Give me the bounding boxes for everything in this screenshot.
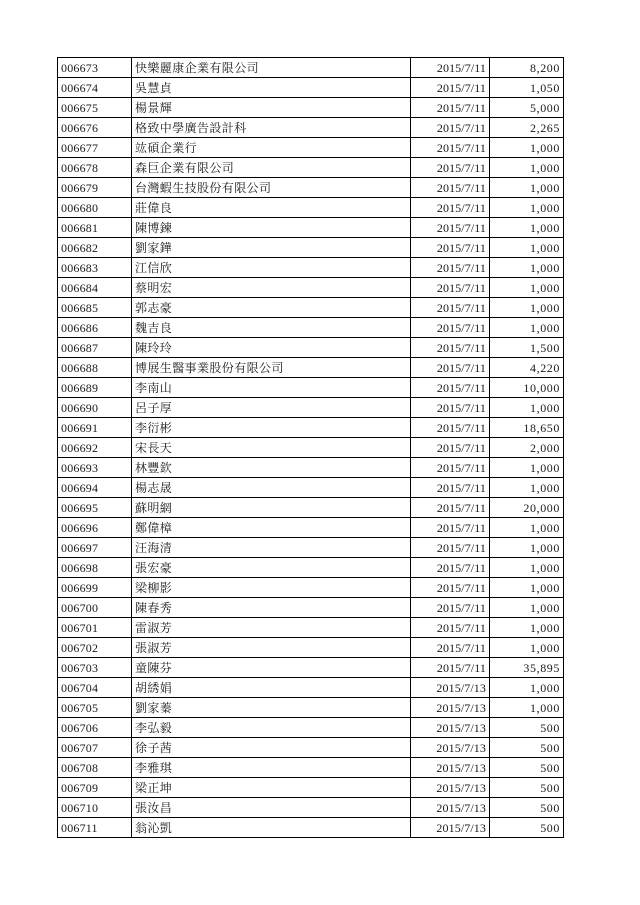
cell-date: 2015/7/11 bbox=[411, 238, 490, 258]
table-row bbox=[58, 398, 564, 418]
cell-donor-name: 汪海清 bbox=[132, 538, 411, 558]
cell-amount: 1,000 bbox=[490, 258, 564, 278]
cell-amount: 1,000 bbox=[490, 198, 564, 218]
cell-receipt-id: 006710 bbox=[58, 798, 132, 818]
cell-amount: 1,000 bbox=[490, 638, 564, 658]
table-row bbox=[58, 418, 564, 438]
table-row bbox=[58, 778, 564, 798]
cell-amount: 500 bbox=[490, 818, 564, 838]
table-row bbox=[58, 498, 564, 518]
cell-amount: 500 bbox=[490, 778, 564, 798]
cell-donor-name: 劉家鏵 bbox=[132, 238, 411, 258]
cell-amount: 500 bbox=[490, 738, 564, 758]
cell-donor-name: 陳博鍊 bbox=[132, 218, 411, 238]
donation-ledger-table bbox=[57, 57, 564, 838]
cell-amount: 1,000 bbox=[490, 278, 564, 298]
table-row bbox=[58, 338, 564, 358]
cell-date: 2015/7/13 bbox=[411, 798, 490, 818]
cell-donor-name: 李雅琪 bbox=[132, 758, 411, 778]
cell-date: 2015/7/11 bbox=[411, 338, 490, 358]
cell-receipt-id: 006709 bbox=[58, 778, 132, 798]
cell-date: 2015/7/11 bbox=[411, 198, 490, 218]
cell-amount: 1,000 bbox=[490, 398, 564, 418]
cell-donor-name: 張宏豪 bbox=[132, 558, 411, 578]
table-row bbox=[58, 458, 564, 478]
cell-donor-name: 宋長天 bbox=[132, 438, 411, 458]
table-row bbox=[58, 298, 564, 318]
table-row bbox=[58, 658, 564, 678]
cell-donor-name: 梁柳影 bbox=[132, 578, 411, 598]
cell-donor-name: 李弘毅 bbox=[132, 718, 411, 738]
cell-amount: 1,000 bbox=[490, 318, 564, 338]
table-row bbox=[58, 58, 564, 78]
cell-receipt-id: 006675 bbox=[58, 98, 132, 118]
cell-amount: 1,000 bbox=[490, 538, 564, 558]
cell-receipt-id: 006691 bbox=[58, 418, 132, 438]
table-row bbox=[58, 158, 564, 178]
cell-date: 2015/7/13 bbox=[411, 778, 490, 798]
table-row bbox=[58, 78, 564, 98]
cell-amount: 8,200 bbox=[490, 58, 564, 78]
cell-amount: 500 bbox=[490, 758, 564, 778]
cell-date: 2015/7/13 bbox=[411, 758, 490, 778]
cell-donor-name: 快樂麗康企業有限公司 bbox=[132, 58, 411, 78]
cell-donor-name: 童陳芬 bbox=[132, 658, 411, 678]
cell-receipt-id: 006694 bbox=[58, 478, 132, 498]
cell-donor-name: 劉家蓁 bbox=[132, 698, 411, 718]
cell-receipt-id: 006695 bbox=[58, 498, 132, 518]
cell-receipt-id: 006696 bbox=[58, 518, 132, 538]
cell-receipt-id: 006689 bbox=[58, 378, 132, 398]
table-row bbox=[58, 558, 564, 578]
cell-amount: 500 bbox=[490, 718, 564, 738]
cell-date: 2015/7/11 bbox=[411, 358, 490, 378]
cell-amount: 2,000 bbox=[490, 438, 564, 458]
cell-date: 2015/7/11 bbox=[411, 78, 490, 98]
cell-donor-name: 莊偉良 bbox=[132, 198, 411, 218]
cell-amount: 500 bbox=[490, 798, 564, 818]
cell-amount: 18,650 bbox=[490, 418, 564, 438]
cell-receipt-id: 006678 bbox=[58, 158, 132, 178]
cell-amount: 1,000 bbox=[490, 298, 564, 318]
cell-receipt-id: 006699 bbox=[58, 578, 132, 598]
cell-donor-name: 楊景輝 bbox=[132, 98, 411, 118]
cell-receipt-id: 006701 bbox=[58, 618, 132, 638]
cell-amount: 4,220 bbox=[490, 358, 564, 378]
cell-donor-name: 郭志豪 bbox=[132, 298, 411, 318]
cell-date: 2015/7/11 bbox=[411, 258, 490, 278]
table-row bbox=[58, 738, 564, 758]
cell-amount: 1,000 bbox=[490, 578, 564, 598]
cell-date: 2015/7/11 bbox=[411, 438, 490, 458]
cell-date: 2015/7/11 bbox=[411, 118, 490, 138]
table-row bbox=[58, 318, 564, 338]
table-row bbox=[58, 758, 564, 778]
cell-receipt-id: 006706 bbox=[58, 718, 132, 738]
cell-amount: 1,000 bbox=[490, 618, 564, 638]
cell-receipt-id: 006690 bbox=[58, 398, 132, 418]
cell-donor-name: 楊志晟 bbox=[132, 478, 411, 498]
cell-donor-name: 魏吉良 bbox=[132, 318, 411, 338]
cell-receipt-id: 006698 bbox=[58, 558, 132, 578]
cell-date: 2015/7/11 bbox=[411, 418, 490, 438]
cell-donor-name: 呂子厚 bbox=[132, 398, 411, 418]
cell-donor-name: 李南山 bbox=[132, 378, 411, 398]
cell-receipt-id: 006674 bbox=[58, 78, 132, 98]
cell-receipt-id: 006705 bbox=[58, 698, 132, 718]
cell-donor-name: 森巨企業有限公司 bbox=[132, 158, 411, 178]
cell-donor-name: 李衍彬 bbox=[132, 418, 411, 438]
cell-donor-name: 格致中學廣告設計科 bbox=[132, 118, 411, 138]
table-row bbox=[58, 378, 564, 398]
cell-receipt-id: 006704 bbox=[58, 678, 132, 698]
cell-date: 2015/7/11 bbox=[411, 138, 490, 158]
cell-amount: 35,895 bbox=[490, 658, 564, 678]
cell-date: 2015/7/13 bbox=[411, 818, 490, 838]
cell-amount: 1,050 bbox=[490, 78, 564, 98]
cell-date: 2015/7/11 bbox=[411, 458, 490, 478]
cell-donor-name: 林豐欽 bbox=[132, 458, 411, 478]
cell-receipt-id: 006692 bbox=[58, 438, 132, 458]
table-row bbox=[58, 98, 564, 118]
cell-donor-name: 台灣蝦生技股份有限公司 bbox=[132, 178, 411, 198]
ledger-table-body bbox=[58, 58, 564, 838]
table-row bbox=[58, 198, 564, 218]
cell-amount: 20,000 bbox=[490, 498, 564, 518]
cell-amount: 1,000 bbox=[490, 138, 564, 158]
cell-donor-name: 竑碩企業行 bbox=[132, 138, 411, 158]
cell-receipt-id: 006702 bbox=[58, 638, 132, 658]
cell-receipt-id: 006679 bbox=[58, 178, 132, 198]
table-row bbox=[58, 438, 564, 458]
ledger-table-container bbox=[57, 57, 563, 838]
cell-donor-name: 江信欣 bbox=[132, 258, 411, 278]
cell-donor-name: 胡綉娟 bbox=[132, 678, 411, 698]
cell-receipt-id: 006673 bbox=[58, 58, 132, 78]
cell-amount: 2,265 bbox=[490, 118, 564, 138]
cell-date: 2015/7/11 bbox=[411, 558, 490, 578]
cell-receipt-id: 006676 bbox=[58, 118, 132, 138]
cell-date: 2015/7/13 bbox=[411, 718, 490, 738]
table-row bbox=[58, 598, 564, 618]
cell-receipt-id: 006682 bbox=[58, 238, 132, 258]
cell-donor-name: 鄭偉樟 bbox=[132, 518, 411, 538]
cell-amount: 1,000 bbox=[490, 698, 564, 718]
cell-date: 2015/7/11 bbox=[411, 298, 490, 318]
cell-receipt-id: 006681 bbox=[58, 218, 132, 238]
cell-donor-name: 徐子茜 bbox=[132, 738, 411, 758]
cell-donor-name: 博展生醫事業股份有限公司 bbox=[132, 358, 411, 378]
cell-receipt-id: 006684 bbox=[58, 278, 132, 298]
cell-receipt-id: 006697 bbox=[58, 538, 132, 558]
cell-date: 2015/7/11 bbox=[411, 598, 490, 618]
table-row bbox=[58, 818, 564, 838]
cell-date: 2015/7/11 bbox=[411, 518, 490, 538]
cell-date: 2015/7/11 bbox=[411, 498, 490, 518]
cell-receipt-id: 006677 bbox=[58, 138, 132, 158]
cell-date: 2015/7/11 bbox=[411, 278, 490, 298]
cell-amount: 1,000 bbox=[490, 598, 564, 618]
cell-amount: 1,000 bbox=[490, 178, 564, 198]
table-row bbox=[58, 118, 564, 138]
cell-date: 2015/7/11 bbox=[411, 58, 490, 78]
cell-amount: 1,000 bbox=[490, 478, 564, 498]
table-row bbox=[58, 618, 564, 638]
cell-amount: 5,000 bbox=[490, 98, 564, 118]
cell-receipt-id: 006686 bbox=[58, 318, 132, 338]
cell-donor-name: 雷淑芳 bbox=[132, 618, 411, 638]
table-row bbox=[58, 798, 564, 818]
cell-receipt-id: 006707 bbox=[58, 738, 132, 758]
cell-date: 2015/7/11 bbox=[411, 318, 490, 338]
table-row bbox=[58, 238, 564, 258]
cell-amount: 1,500 bbox=[490, 338, 564, 358]
cell-date: 2015/7/11 bbox=[411, 218, 490, 238]
cell-date: 2015/7/13 bbox=[411, 698, 490, 718]
table-row bbox=[58, 178, 564, 198]
cell-receipt-id: 006693 bbox=[58, 458, 132, 478]
cell-date: 2015/7/11 bbox=[411, 398, 490, 418]
cell-amount: 1,000 bbox=[490, 518, 564, 538]
cell-amount: 1,000 bbox=[490, 238, 564, 258]
table-row bbox=[58, 678, 564, 698]
cell-donor-name: 陳春秀 bbox=[132, 598, 411, 618]
cell-receipt-id: 006685 bbox=[58, 298, 132, 318]
table-row bbox=[58, 478, 564, 498]
cell-date: 2015/7/11 bbox=[411, 178, 490, 198]
cell-donor-name: 吳慧貞 bbox=[132, 78, 411, 98]
cell-receipt-id: 006703 bbox=[58, 658, 132, 678]
cell-receipt-id: 006687 bbox=[58, 338, 132, 358]
table-row bbox=[58, 278, 564, 298]
table-row bbox=[58, 258, 564, 278]
table-row bbox=[58, 698, 564, 718]
table-row bbox=[58, 218, 564, 238]
cell-donor-name: 蔡明宏 bbox=[132, 278, 411, 298]
cell-date: 2015/7/11 bbox=[411, 658, 490, 678]
cell-date: 2015/7/11 bbox=[411, 98, 490, 118]
table-row bbox=[58, 518, 564, 538]
cell-date: 2015/7/13 bbox=[411, 738, 490, 758]
cell-donor-name: 翁沁凱 bbox=[132, 818, 411, 838]
table-row bbox=[58, 138, 564, 158]
cell-date: 2015/7/11 bbox=[411, 378, 490, 398]
cell-date: 2015/7/11 bbox=[411, 538, 490, 558]
cell-date: 2015/7/13 bbox=[411, 678, 490, 698]
cell-date: 2015/7/11 bbox=[411, 158, 490, 178]
cell-donor-name: 梁正坤 bbox=[132, 778, 411, 798]
cell-date: 2015/7/11 bbox=[411, 638, 490, 658]
cell-date: 2015/7/11 bbox=[411, 578, 490, 598]
cell-donor-name: 張淑芳 bbox=[132, 638, 411, 658]
cell-amount: 1,000 bbox=[490, 158, 564, 178]
cell-donor-name: 陳玲玲 bbox=[132, 338, 411, 358]
cell-donor-name: 蘇明網 bbox=[132, 498, 411, 518]
cell-receipt-id: 006688 bbox=[58, 358, 132, 378]
cell-receipt-id: 006711 bbox=[58, 818, 132, 838]
table-row bbox=[58, 358, 564, 378]
cell-amount: 1,000 bbox=[490, 218, 564, 238]
table-row bbox=[58, 638, 564, 658]
cell-receipt-id: 006680 bbox=[58, 198, 132, 218]
cell-receipt-id: 006683 bbox=[58, 258, 132, 278]
cell-amount: 1,000 bbox=[490, 458, 564, 478]
cell-amount: 1,000 bbox=[490, 678, 564, 698]
cell-receipt-id: 006708 bbox=[58, 758, 132, 778]
cell-amount: 1,000 bbox=[490, 558, 564, 578]
cell-amount: 10,000 bbox=[490, 378, 564, 398]
cell-date: 2015/7/11 bbox=[411, 618, 490, 638]
cell-donor-name: 張汝昌 bbox=[132, 798, 411, 818]
cell-receipt-id: 006700 bbox=[58, 598, 132, 618]
table-row bbox=[58, 718, 564, 738]
table-row bbox=[58, 578, 564, 598]
cell-date: 2015/7/11 bbox=[411, 478, 490, 498]
table-row bbox=[58, 538, 564, 558]
